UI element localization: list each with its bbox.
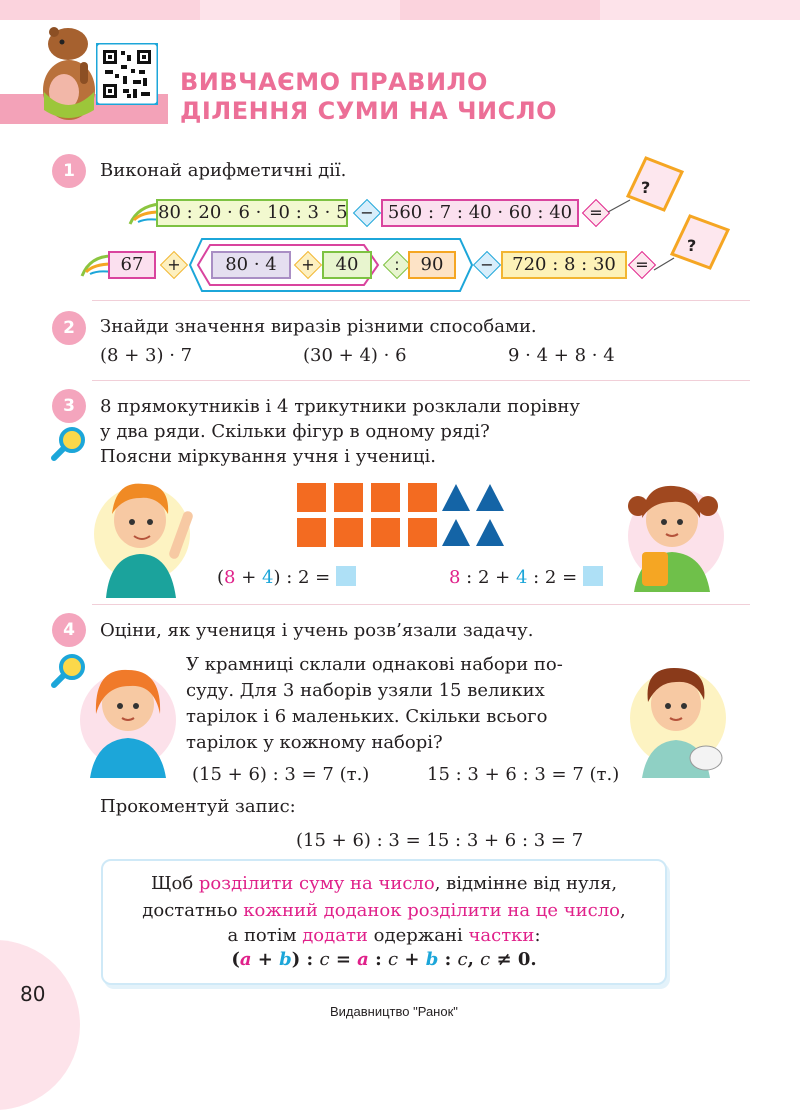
boy-avatar bbox=[92, 470, 212, 598]
task-3-left-expr: (8 + 4) : 2 = bbox=[217, 566, 356, 588]
rule-formula: (a + b) : c = a : c + b : c, c ≠ 0. bbox=[231, 949, 537, 970]
task-4-number: 4 bbox=[52, 613, 86, 647]
task-3-line-3: Поясни міркування учня і учениці. bbox=[100, 446, 436, 467]
publisher: Видавництво "Ранок" bbox=[330, 1004, 458, 1019]
blue-triangle bbox=[476, 519, 504, 546]
task-2-number: 2 bbox=[52, 311, 86, 345]
row2-op1: + bbox=[167, 255, 181, 274]
task-2-expr-2: (30 + 4) · 6 bbox=[303, 345, 407, 366]
row2-op2: : bbox=[394, 255, 400, 274]
task-3-line-2: у два ряди. Скільки фігур в одному ряді? bbox=[100, 421, 490, 442]
rule-box bbox=[101, 859, 667, 985]
row2-op3: − bbox=[480, 255, 494, 274]
blue-triangle bbox=[442, 484, 470, 511]
task-4-problem-2: суду. Для 3 наборів узяли 15 великих bbox=[186, 680, 545, 701]
row2-inner2: 40 bbox=[322, 251, 372, 279]
row2-op-inner: + bbox=[301, 255, 315, 274]
task-3-number: 3 bbox=[52, 389, 86, 423]
addend-b: 4 bbox=[515, 567, 528, 588]
capybara-mascot-icon bbox=[34, 22, 104, 122]
row2-op4: = bbox=[635, 255, 649, 274]
orange-square bbox=[297, 518, 326, 547]
task-1-text: Виконай арифметичні дії. bbox=[100, 160, 347, 181]
orange-square bbox=[408, 518, 437, 547]
top-bar-segment-2 bbox=[200, 0, 400, 20]
orange-square bbox=[371, 518, 400, 547]
boy-avatar bbox=[628, 650, 732, 778]
addend-b: 4 bbox=[262, 567, 274, 588]
task-4-problem-4: тарілок у кожному наборі? bbox=[186, 732, 443, 753]
row2-box4: 720 : 8 : 30 bbox=[501, 251, 627, 279]
task-1-number: 1 bbox=[52, 154, 86, 188]
kite-question-2: ? bbox=[687, 236, 697, 255]
row2-box3: 90 bbox=[408, 251, 456, 279]
row1-op1: − bbox=[360, 203, 374, 222]
task-2-expr-3: 9 · 4 + 8 · 4 bbox=[508, 345, 615, 366]
task-4-problem-3: тарілок і 6 маленьких. Скільки всього bbox=[186, 706, 548, 727]
row1-box2: 560 : 7 : 40 · 60 : 40 bbox=[381, 199, 579, 227]
answer-box[interactable] bbox=[336, 566, 356, 586]
orange-square bbox=[371, 483, 400, 512]
blue-triangle bbox=[442, 519, 470, 546]
blue-triangle bbox=[476, 484, 504, 511]
row2-box1: 67 bbox=[108, 251, 156, 279]
task-2-expr-1: (8 + 3) · 7 bbox=[100, 345, 193, 366]
row1-box1: 80 : 20 · 6 · 10 : 3 · 5 bbox=[156, 199, 348, 227]
task-3-line-1: 8 прямокутників і 4 трикутники розклали порівну bbox=[100, 396, 581, 417]
qr-code-icon[interactable] bbox=[96, 43, 158, 105]
addend-a: 8 bbox=[224, 567, 236, 588]
orange-square bbox=[334, 518, 363, 547]
row1-op2: = bbox=[589, 203, 603, 222]
separator bbox=[92, 604, 750, 605]
task-4-solution-2: 15 : 3 + 6 : 3 = 7 (т.) bbox=[427, 764, 620, 785]
task-4-comment: Прокоментуй запис: bbox=[100, 796, 296, 817]
top-bar-segment-4 bbox=[600, 0, 800, 20]
row2-inner1: 80 · 4 bbox=[211, 251, 291, 279]
task-4-text: Оціни, як учениця і учень розв’язали задачу. bbox=[100, 620, 534, 641]
page-corner bbox=[0, 940, 80, 1110]
task-4-problem-1: У крамниці склали однакові набори по- bbox=[186, 654, 563, 675]
magnifier-icon bbox=[48, 424, 88, 464]
rule-line-3: а потім додати одержані частки: bbox=[227, 925, 541, 946]
orange-square bbox=[408, 483, 437, 512]
task-4-record: (15 + 6) : 3 = 15 : 3 + 6 : 3 = 7 bbox=[296, 830, 584, 851]
answer-box[interactable] bbox=[583, 566, 603, 586]
separator bbox=[92, 380, 750, 381]
rule-line-2: достатньо кожний доданок розділити на це число, bbox=[142, 900, 626, 921]
task-3-right-expr: 8 : 2 + 4 : 2 = bbox=[449, 566, 603, 588]
orange-square bbox=[297, 483, 326, 512]
orange-square bbox=[334, 483, 363, 512]
top-bar-segment-3 bbox=[400, 0, 600, 20]
page-number: 80 bbox=[20, 982, 46, 1006]
girl-avatar bbox=[76, 654, 186, 778]
page-title-line-2: ДІЛЕННЯ СУМИ НА ЧИСЛО bbox=[180, 97, 558, 125]
girl-avatar bbox=[616, 462, 726, 592]
task-2-text: Знайди значення виразів різними способами. bbox=[100, 316, 537, 337]
page-title-line-1: ВИВЧАЄМО ПРАВИЛО bbox=[180, 68, 488, 96]
addend-a: 8 bbox=[449, 567, 461, 588]
separator bbox=[92, 300, 750, 301]
top-bar-segment-1 bbox=[0, 0, 200, 20]
kite-question-1: ? bbox=[641, 178, 651, 197]
rule-line-1: Щоб розділити суму на число, відмінне від нуля, bbox=[150, 873, 618, 894]
task-4-solution-1: (15 + 6) : 3 = 7 (т.) bbox=[192, 764, 370, 785]
